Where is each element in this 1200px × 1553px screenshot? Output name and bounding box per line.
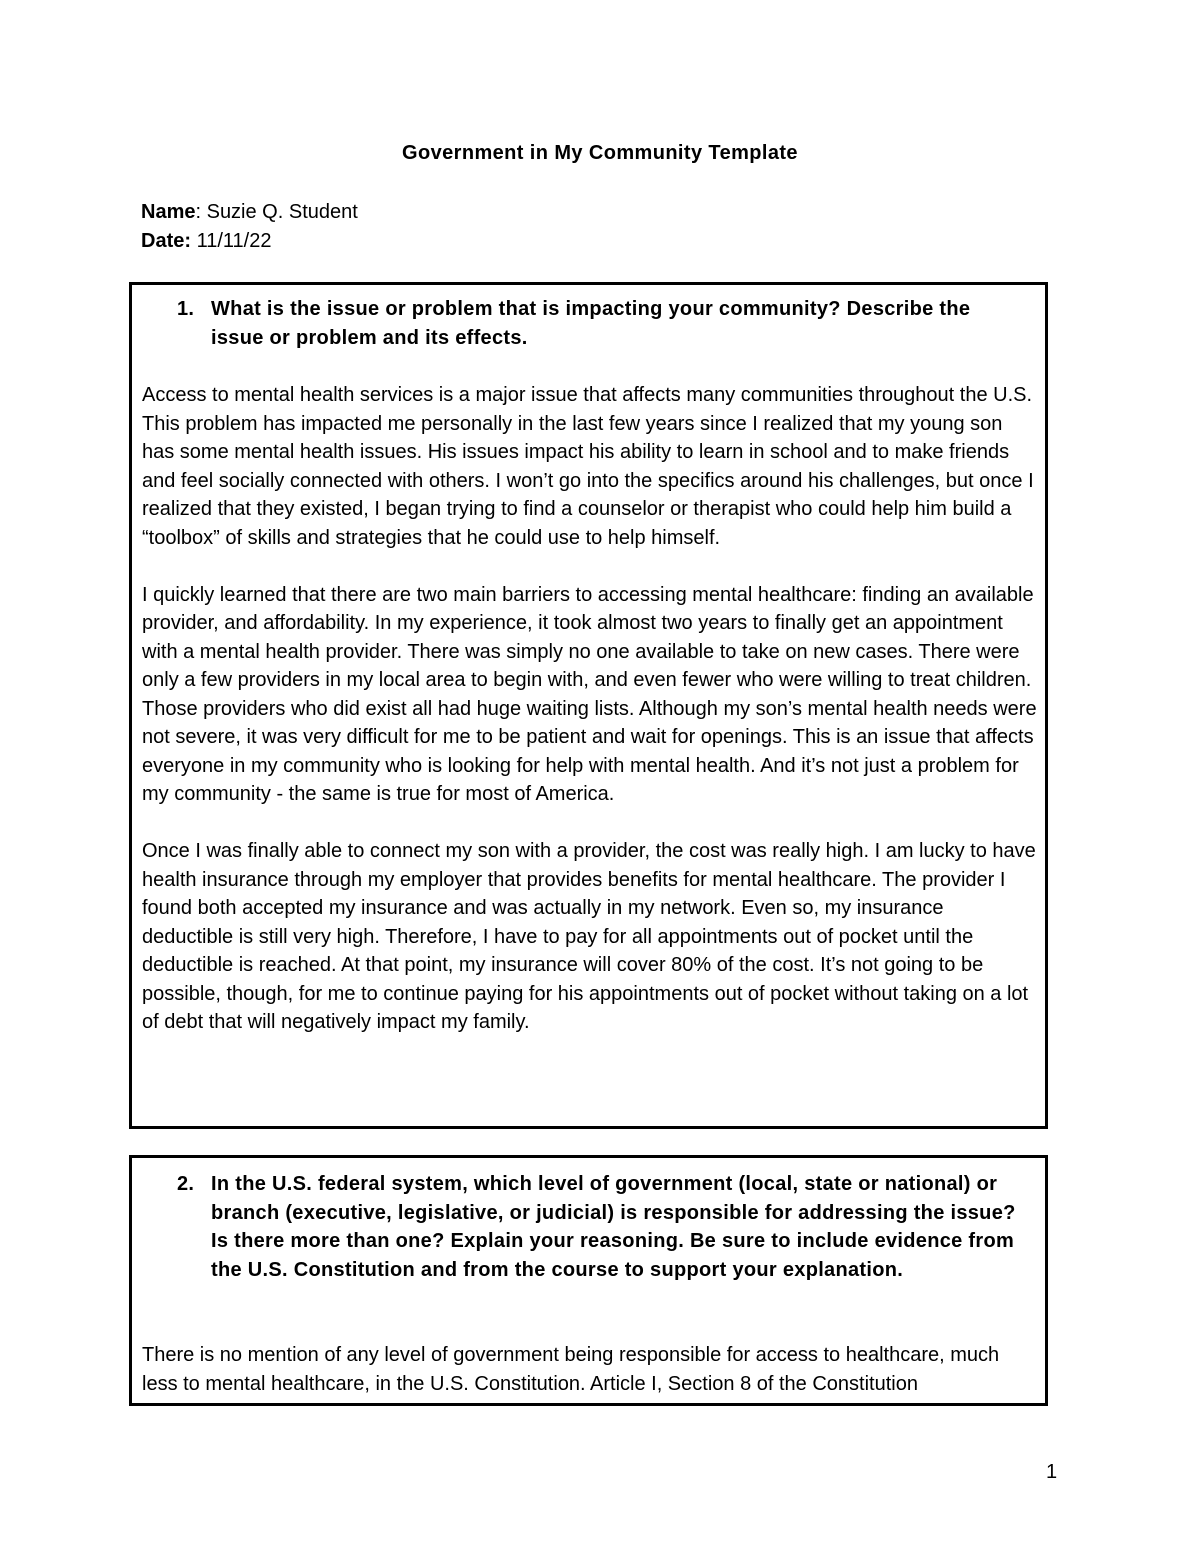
question-2-text: In the U.S. federal system, which level of government (local, state or national) or branch (executive, legislative, or judicial) is responsible for addressing the issue? Is there more than one? Explain your reasoning. Be sure to include evidence from the U.S. Constitution and from the course to support your explanation. [211, 1173, 1016, 1281]
question-box-2 [129, 1155, 1048, 1406]
date-label: Date: [141, 230, 192, 252]
date-line [141, 227, 271, 255]
question-1-text: What is the issue or problem that is impacting your community? Describe the issue or problem and its effects. [211, 298, 971, 349]
question-1-answer [142, 381, 1039, 1065]
document-title: Government in My Community Template [402, 142, 798, 164]
question-box-1 [129, 282, 1048, 1129]
answer-1-paragraph-1: Access to mental health services is a major issue that affects many communities throughout the U.S. This problem has impacted me personally in the last few years since I realized that my young son has some mental health issues. His issues impact his ability to learn in school and to make friends and feel socially connected with others. I won’t go into the specifics around his challenges, but once I realized that they existed, I began trying to find a counselor or therapist who could help him build a “toolbox” of skills and strategies that he could use to help himself. [142, 384, 1034, 549]
question-2-answer [142, 1341, 1039, 1427]
answer-1-paragraph-3: Once I was finally able to connect my son with a provider, the cost was really high. I am lucky to have health insurance through my employer that provides benefits for mental healthcare. The provider I found both accepted my insurance and was actually in my network. Even so, my insurance deductible is still very high. Therefore, I have to pay for all appointments out of pocket until the deductible is reached. At that point, my insurance will cover 80% of the cost. It’s not going to be possible, though, for me to continue paying for his appointments out of pocket without taking on a lot of debt that will negatively impact my family. [142, 840, 1036, 1033]
date-value: 11/11/22 [191, 230, 272, 252]
page-number: 1 [1046, 1461, 1058, 1483]
question-2-number: 2. [177, 1173, 195, 1195]
question-1-number: 1. [177, 298, 195, 320]
name-value: : Suzie Q. Student [195, 201, 358, 223]
name-line [141, 198, 358, 226]
answer-1-paragraph-2: I quickly learned that there are two main barriers to accessing mental healthcare: finding an available provider, and affordability. In my experience, it took almost two years to finally get an appointment with a mental health provider. There was simply no one available to take on new cases. There were only a few providers in my local area to begin with, and even fewer who were willing to treat children. Those providers who did exist all had huge waiting lists. Although my son’s mental health needs were not severe, it was very difficult for me to be patient and wait for openings. This is an issue that affects everyone in my community who is looking for help with mental health. And it’s not just a problem for my community - the same is true for most of America. [142, 583, 1037, 805]
answer-2-paragraph-1: There is no mention of any level of government being responsible for access to healthcare, much less to mental healthcare, in the U.S. Constitution. Article I, Section 8 of the Constitution [142, 1344, 1000, 1395]
name-label: Name [141, 201, 196, 223]
